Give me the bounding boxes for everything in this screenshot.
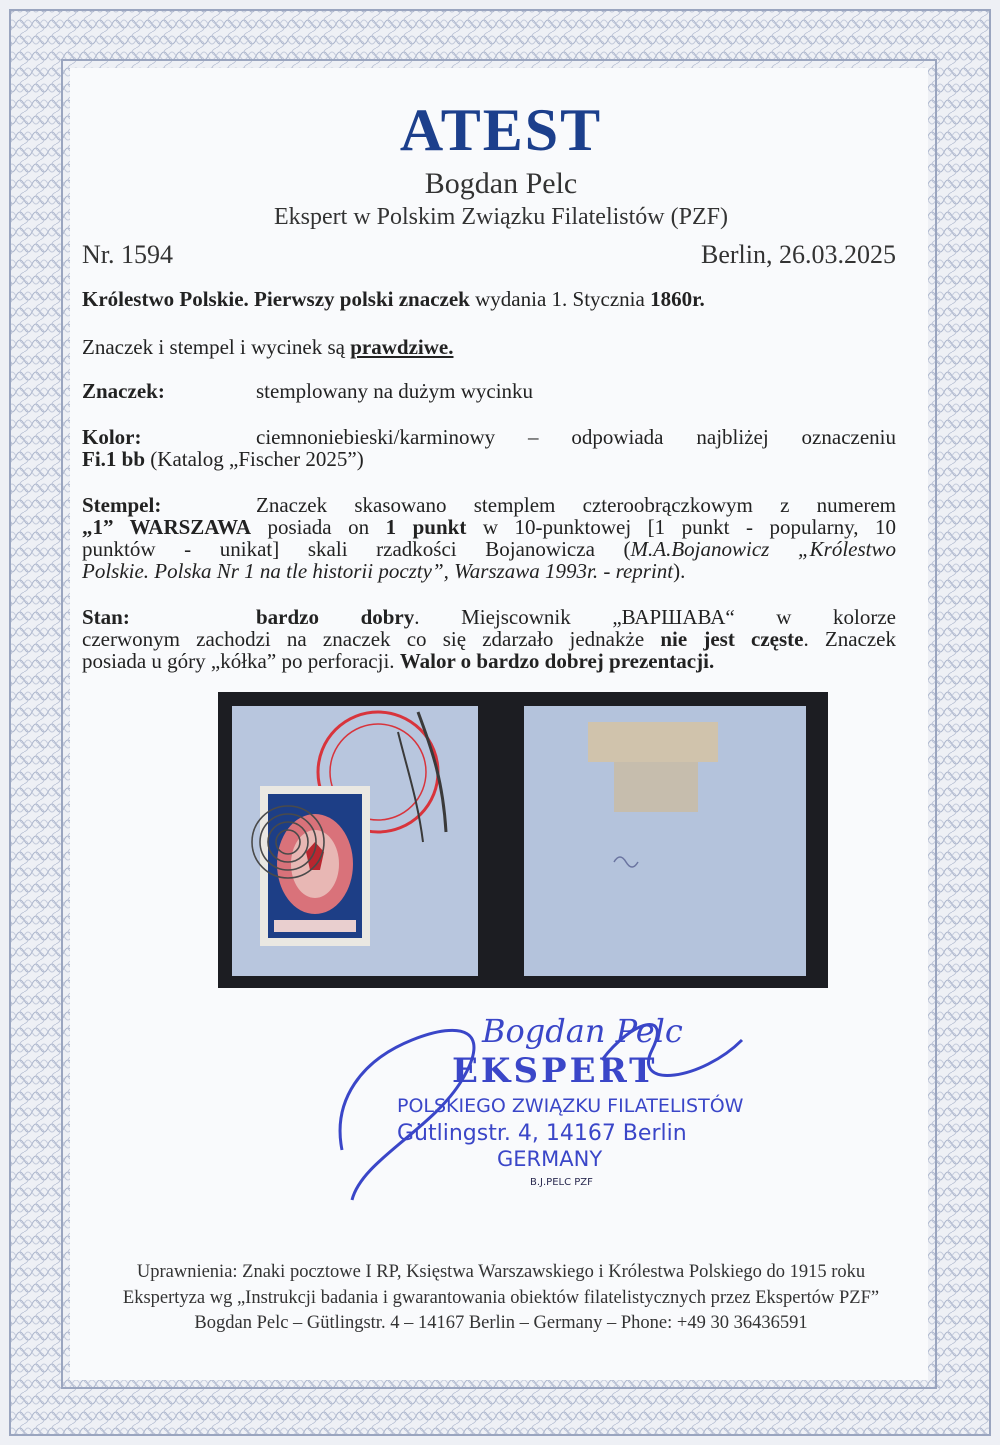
stempel-label: Stempel: bbox=[82, 493, 162, 517]
znaczek-value: stemplowany na dużym wycinku bbox=[256, 379, 534, 403]
item-photo bbox=[218, 692, 828, 988]
certificate-content bbox=[82, 0, 920, 1445]
stempel-ref-2: Polskie. Polska Nr 1 na tle historii poczty”, Warszawa 1993r. - reprint bbox=[82, 559, 674, 583]
stempel-line1: Znaczek skasowano stemplem czteroobrączkowym z numerem bbox=[256, 493, 896, 517]
znaczek-row bbox=[82, 380, 896, 402]
genuine-text: Znaczek i stempel i wycinek są bbox=[82, 335, 351, 359]
kolor-line1: ciemnoniebieski/karminowy – odpowiada najbliżej oznaczeniu bbox=[256, 425, 896, 449]
stempel-ref-1: M.A.Bojanowicz „Królestwo bbox=[630, 537, 896, 561]
certificate-number: Nr. 1594 bbox=[82, 240, 173, 269]
certificate-date: Berlin, 26.03.2025 bbox=[701, 240, 896, 269]
stan-text-3: . Znaczek bbox=[803, 627, 896, 651]
hinge-remnant bbox=[588, 722, 718, 762]
seal-address: Gütlingstr. 4, 14167 Berlin bbox=[397, 1121, 687, 1146]
stempel-text-3: punktów - unikat] skali rzadkości Bojanowicza ( bbox=[82, 537, 631, 561]
intro-bold-1: Królestwo Polskie. Pierwszy polski znaczek bbox=[82, 287, 470, 311]
intro-text: wydania 1. Stycznia bbox=[469, 287, 651, 311]
stan-rare: nie jest częste bbox=[660, 627, 804, 651]
stan-text-1: . Miejscownik „ВАРШАВА“ w kolorze bbox=[414, 605, 896, 629]
intro-year: 1860r. bbox=[650, 287, 705, 311]
stan-row bbox=[82, 606, 896, 672]
kolor-catalog: (Katalog „Fischer 2025”) bbox=[145, 447, 364, 471]
expert-name: Bogdan Pelc bbox=[424, 167, 578, 200]
stempel-points: 1 punkt bbox=[385, 515, 467, 539]
kolor-row bbox=[82, 426, 896, 470]
seal-footer: B.J.PELC PZF bbox=[530, 1177, 593, 1188]
expert-affiliation: Ekspert w Polskim Związku Filatelistów (PZF) bbox=[274, 204, 728, 230]
item-photo-svg bbox=[218, 692, 828, 988]
stan-text-4: posiada u góry „kółka” po perforacji. bbox=[82, 649, 400, 673]
kolor-label: Kolor: bbox=[82, 425, 142, 449]
footer-line-3: Bogdan Pelc – Gütlingstr. 4 – 14167 Berlin – Germany – Phone: +49 30 36436591 bbox=[194, 1313, 808, 1333]
stan-label: Stan: bbox=[82, 605, 130, 629]
handstamp-svg bbox=[272, 1000, 752, 1210]
seal-association: POLSKIEGO ZWIĄZKU FILATELISTÓW bbox=[397, 1095, 744, 1117]
kolor-code: Fi.1 bb bbox=[82, 447, 146, 471]
stan-text-2: czerwonym zachodzi na znaczek co się zdarzało jednakże bbox=[82, 627, 661, 651]
genuine-statement bbox=[82, 336, 896, 358]
stan-presentation: Walor o bardzo dobrej prezentacji. bbox=[399, 649, 715, 673]
certificate-title: ATEST bbox=[399, 97, 603, 163]
seal-country: GERMANY bbox=[497, 1147, 603, 1171]
stempel-row bbox=[82, 494, 896, 582]
stempel-cancel: „1” WARSZAWA bbox=[82, 515, 251, 539]
expert-handstamp bbox=[272, 1000, 752, 1210]
footer-line-1: Uprawnienia: Znaki pocztowe I RP, Księstwa Warszawskiego i Królestwa Polskiego do 1915 roku bbox=[136, 1262, 866, 1282]
seal-name: Bogdan Pelc bbox=[482, 1012, 683, 1050]
stempel-text-1: posiada on bbox=[250, 515, 386, 539]
stan-grade: bardzo dobry bbox=[256, 605, 415, 629]
intro-line bbox=[82, 288, 896, 310]
seal-title: EKSPERT bbox=[452, 1051, 658, 1091]
stempel-text-2: w 10-punktowej [1 punkt - popularny, 10 bbox=[466, 515, 896, 539]
footer-line-2: Ekspertyza wg „Instrukcji badania i gwarantowania obiektów filatelistycznych przez Ekspertów PZF” bbox=[122, 1288, 880, 1308]
stempel-text-4: ). bbox=[673, 559, 686, 583]
znaczek-label: Znaczek: bbox=[82, 379, 165, 403]
genuine-word: prawdziwe. bbox=[350, 335, 454, 359]
